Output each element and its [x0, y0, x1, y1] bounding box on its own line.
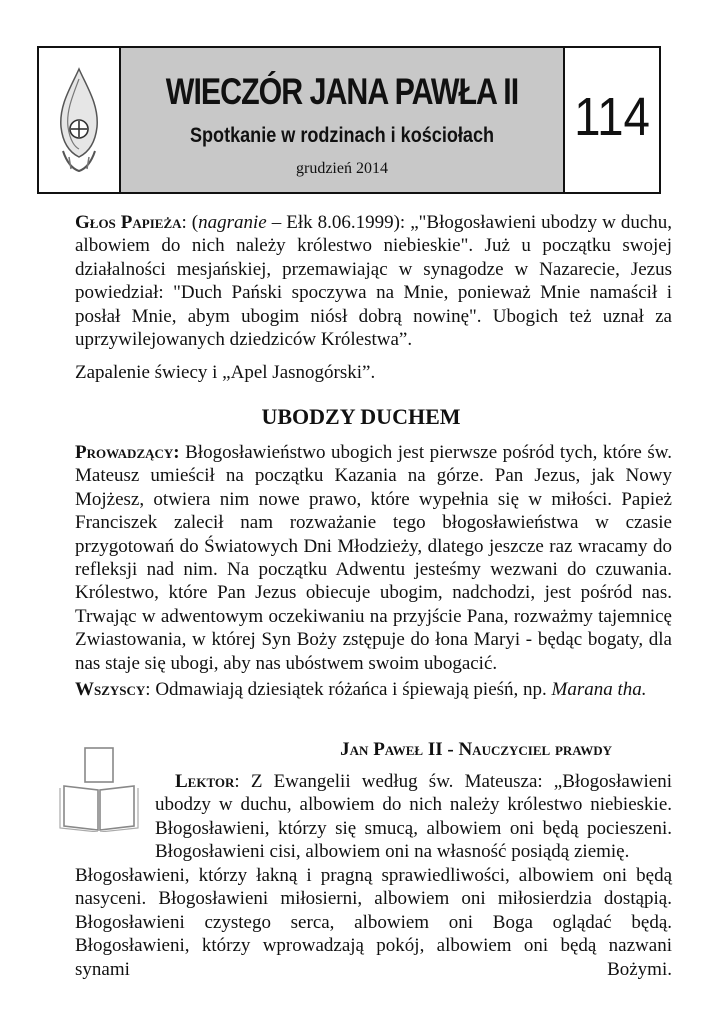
all-paragraph [75, 678, 672, 701]
leader-text: Błogosławieństwo ubogich jest pierwsze pośród tych, które św. Mateusz umieścił na początku Kazania na górze. Pan Jezus, jak Nowy Mojżesz, otwiera nim nowe prawo, które wypełnia się w miłości. Papież Franciszek zalecił nam rozważanie tego błogosławieństwa w czasie przygotowań do Światowych Dni Młodzieży, dlatego jeszcze raz wracamy do refleksji nad nim. Na początku Adwentu jesteśmy wezwani do czuwania. Królestwo, które Pan Jezus obiecuje ubogim, nadchodzi, jest pośród nas. Trwając w adwentowym oczekiwaniu na przyjście Pana, rozważmy tajemnicę Zwiastowania, w której Syn Boży zstępuje do łona Maryi - będąc bogaty, dla nas staje się ubogi, aby nas ubóstwem swoim ubogacić. [75, 442, 672, 674]
intro-speaker: Głos Papieża [75, 212, 182, 233]
subsection-heading: Jan Paweł II - Nauczyciel prawdy [340, 739, 612, 760]
intro-colon: : [181, 212, 187, 233]
intro-paragraph [75, 211, 672, 351]
issue-number-cell [565, 48, 659, 192]
issue-number: 114 [574, 87, 650, 147]
issue-date: grudzień 2014 [296, 160, 388, 177]
all-italic: Marana tha. [551, 679, 647, 700]
reader-paragraph-bottom: Błogosławieni, którzy łakną i pragną sprawiedliwości, albowiem oni będą nasyceni. Błogosławieni miłosierni, albowiem oni miłosierdzia dostąpią. Błogosławieni czystego serca, albowiem oni Boga oglądać będą. Błogosławieni, którzy wprowadzają pokój, albowiem oni będą nazwani synami Bożymi. [75, 865, 672, 980]
leader-speaker: Prowadzący: [75, 442, 180, 463]
intro-source: nagranie [198, 212, 267, 233]
all-speaker: Wszyscy [75, 679, 146, 700]
intro-paren: ( [186, 212, 199, 233]
publication-title: WIECZÓR JANA PAWŁA II [165, 71, 519, 112]
logo-cell [39, 48, 121, 192]
intro-text: – Ełk 8.06.1999): „"Błogosławieni ubodzy w duchu, albowiem do nich należy królestwo niebieskie". Już u początku swojej działalności mesjańskiej, przemawiając w synagodze w Nazarecie, Jezus powiedział: "Duch Pański spoczywa na Mnie, ponieważ Mnie namaścił i posłał Mnie, abym ubogim niósł dobrą nowinę". Ubogich też uznał za uprzywilejowanych dziedziców Królestwa”. [75, 212, 672, 351]
candle-instruction: Zapalenie świecy i „Apel Jasnogórski”. [75, 362, 376, 383]
leader-paragraph [75, 441, 672, 675]
reader-text-a: : Z Ewangelii według św. Mateusza: „Błogosławieni ubodzy w duchu, albowiem do nich należy królestwo niebieskie. Błogosławieni, którzy się smucą, albowiem oni będą pocieszeni. Błogosławieni cisi, albowiem oni na własność posiądą ziemię. [155, 771, 672, 863]
candle-flame-cross-icon [51, 65, 107, 175]
title-cell [121, 48, 565, 192]
reader-paragraph-top [155, 770, 672, 864]
open-book-icon [58, 744, 140, 832]
all-text: : Odmawiają dziesiątek różańca i śpiewają pieśń, np. [145, 679, 552, 700]
reader-speaker: Lektor [175, 771, 235, 792]
publication-subtitle: Spotkanie w rodzinach i kościołach [189, 124, 495, 147]
header-box [37, 46, 661, 194]
section-heading: UBODZY DUCHEM [261, 404, 461, 429]
